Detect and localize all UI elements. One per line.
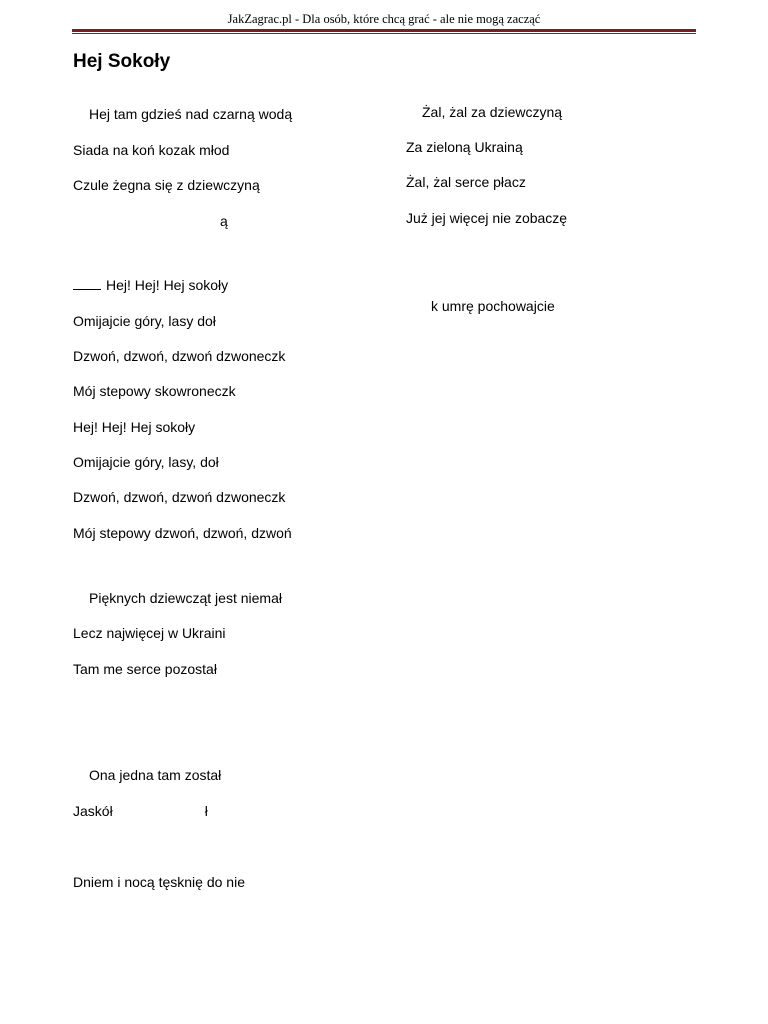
left-chorus-line1	[73, 277, 228, 293]
page-header: JakZagrac.pl - Dla osób, które chcą grać - ale nie mogą zacząć	[227, 12, 541, 26]
header-rule-thin	[72, 33, 696, 34]
left-verse1-line4: ą	[220, 213, 228, 229]
left-chorus-line3: Dzwoń, dzwoń, dzwoń dzwoneczk	[73, 348, 286, 364]
header-rule-thick	[72, 29, 696, 32]
right-verse1-line3: Żal, żal serce płacz	[406, 174, 526, 190]
left-verse2-line2: Lecz najwięcej w Ukraini	[73, 625, 226, 641]
left-verse3-line3: Dniem i nocą tęsknię do nie	[73, 874, 245, 890]
left-chorus-line5: Hej! Hej! Hej sokoły	[73, 419, 196, 435]
left-verse1-line3: Czule żegna się z dziewczyną	[73, 177, 260, 193]
left-chorus-line7: Dzwoń, dzwoń, dzwoń dzwoneczk	[73, 489, 286, 505]
left-verse3-line2	[73, 803, 208, 819]
song-title: Hej Sokoły	[73, 51, 171, 72]
right-verse1-line1: Żal, żal za dziewczyną	[422, 104, 563, 120]
left-verse1-line2: Siada na koń kozak młod	[73, 142, 230, 158]
left-verse3-line2-start: Jaskół	[73, 803, 113, 819]
left-chorus-line4: Mój stepowy skowroneczk	[73, 383, 236, 399]
right-verse1-line4: Już jej więcej nie zobaczę	[406, 210, 568, 226]
left-chorus-line6: Omijajcie góry, lasy, doł	[73, 454, 219, 470]
left-chorus-line1-text: Hej! Hej! Hej sokoły	[106, 277, 229, 293]
left-verse3-line2-end: ł	[204, 803, 208, 819]
right-verse2-line1: k umrę pochowajcie	[431, 298, 555, 314]
left-chorus-line2: Omijajcie góry, lasy doł	[73, 313, 216, 329]
left-verse1-line1: Hej tam gdzieś nad czarną wodą	[89, 106, 293, 122]
left-verse2-line3: Tam me serce pozostał	[73, 661, 217, 677]
blank-underline	[73, 288, 101, 290]
left-verse2-line1: Pięknych dziewcząt jest niemał	[89, 590, 282, 606]
left-chorus-line8: Mój stepowy dzwoń, dzwoń, dzwoń	[73, 525, 292, 541]
right-verse1-line2: Za zieloną Ukrainą	[406, 139, 523, 155]
left-verse3-line1: Ona jedna tam został	[89, 767, 222, 783]
